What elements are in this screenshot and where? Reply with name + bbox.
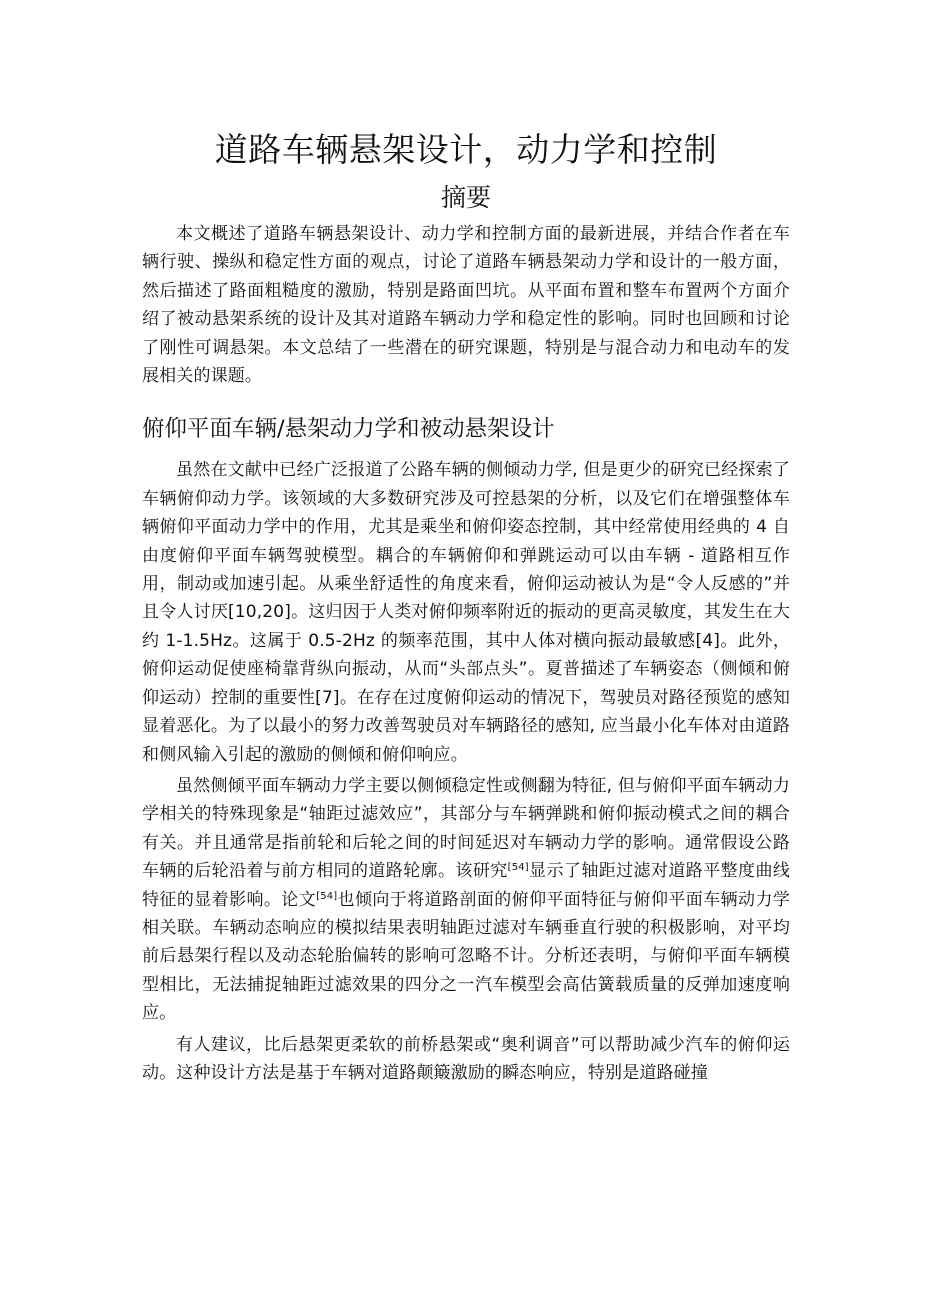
abstract-heading: 摘要 xyxy=(440,183,491,212)
citation-superscript: [54] xyxy=(316,890,338,902)
document-page xyxy=(142,126,790,1087)
document-title: 道路车辆悬架设计，动力学和控制 xyxy=(214,130,718,169)
section-body xyxy=(142,456,790,1087)
abstract-paragraph: 本文概述了道路车辆悬架设计、动力学和控制方面的最新进展，并结合作者在车辆行驶、操纵和稳定性方面的观点，讨论了道路车辆悬架动力学和设计的一般方面，然后描述了路面粗糙度的激励，特别是路面凹坑。从平面布置和整车布置两个方面介绍了被动悬架系统的设计及其对道路车辆动力学和稳定性的影响。同时也回顾和讨论了刚性可调悬架。本文总结了一些潜在的研究课题，特别是与混合动力和电动车的发展相关的课题。 xyxy=(142,224,790,387)
body-paragraph-1: 虽然在文献中已经广泛报道了公路车辆的侧倾动力学, 但是更少的研究已经探索了车辆俯仰动力学。该领域的大多数研究涉及可控悬架的分析，以及它们在增强整体车辆俯仰平面动力学中的作用，尤其是乘坐和俯仰姿态控制，其中经常使用经典的 4 自由度俯仰平面车辆驾驶模型。耦合的车辆俯仰和弹跳运动可以由车辆 - 道路相互作用，制动或加速引起。从乘坐舒适性的角度来看，俯仰运动被认为是“令人反感的”并且令人讨厌[10,20]。这归因于人类对俯仰频率附近的振动的更高灵敏度，其发生在大约 1-1.5Hz。这属于 0.5-2Hz 的频率范围，其中人体对横向振动最敏感[4]。此外，俯仰运动促使座椅靠背纵向振动，从而“头部点头”。夏普描述了车辆姿态（侧倾和俯仰运动）控制的重要性[7]。在存在过度俯仰运动的情况下，驾驶员对路径预览的感知显着恶化。为了以最小的努力改善驾驶员对车辆路径的感知, 应当最小化车体对由道路和侧风输入引起的激励的侧倾和俯仰响应。 xyxy=(142,460,790,765)
section-heading: 俯仰平面车辆/悬架动力学和被动悬架设计 xyxy=(142,416,555,443)
body-paragraph-2 xyxy=(142,772,790,1028)
paragraph-2-text-a: 虽然侧倾平面车辆动力学主要以侧倾稳定性或侧翻为特征, 但与俯仰平面车辆动力学相关的特殊现象是“轴距过滤效应”，其部分与车辆弹跳和俯仰振动模式之间的耦合有关。并且通常是指前轮和后轮之间的时间延迟对车辆动力学的影响。通常假设公路车辆的后轮沿着与前方相同的道路轮廓。该研究 xyxy=(142,775,790,882)
paragraph-2-text-c: 也倾向于将道路剖面的俯仰平面特征与俯仰平面车辆动力学相关联。车辆动态响应的模拟结果表明轴距过滤对车辆垂直行驶的积极影响，对平均前后悬架行程以及动态轮胎偏转的影响可忽略不计。分析还表明，与俯仰平面车辆模型相比，无法捕捉轴距过滤效果的四分之一汽车模型会高估簧载质量的反弹加速度响应。 xyxy=(142,889,791,1024)
body-paragraph-3: 有人建议，比后悬架更柔软的前桥悬架或“奥利调音”可以帮助减少汽车的俯仰运动。这种设计方法是基于车辆对道路颠簸激励的瞬态响应，特别是道路碰撞 xyxy=(142,1034,790,1083)
citation-superscript: [54] xyxy=(507,862,529,874)
paragraph-2-text-b: 显示了轴距过滤对道路平整度曲线特征的显着影响。论文 xyxy=(142,861,791,910)
